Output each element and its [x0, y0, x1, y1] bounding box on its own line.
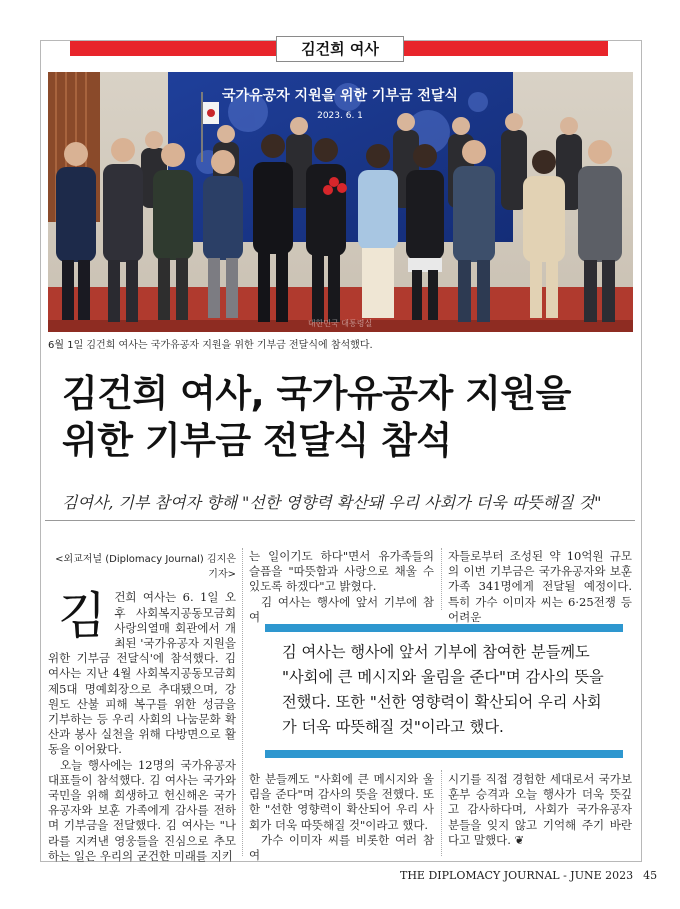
paragraph-text: 시기를 직접 경험한 세대로서 국가보훈부 승격과 오늘 행사가 더욱 뜻깊고 감사하다며, 사회가 국가유공자 분들을 잊지 않고 기억해 주기 바란다고 말했다. — [448, 772, 632, 847]
article-column-3-top — [448, 549, 632, 624]
paragraph: 건희 여사는 6. 1일 오후 사회복지공동모금회 사랑의열매 회관에서 개최된 '국가유공자 지원을 위한 기부금 전달식'에 참석했다. 김 여사는 지난 4월 사회복지공동모금회 제5대 명예회장으로 추대됐으며, 강원도 산불 피해 복구를 위한 성금을 기부하는 등 우리 사회의 나눔문화 확산과 봉사 실천을 위해 다방면으로 활동을 이어왔다. — [48, 590, 236, 757]
pullquote-bottom-bar — [265, 750, 623, 758]
article-column-3-bottom — [448, 772, 632, 856]
byline: <외교저널 (Diplomacy Journal) 김지은 기자> — [55, 554, 236, 581]
photo-caption: 6월 1일 김건희 여사는 국가유공자 지원을 위한 기부금 전달식에 참석했다. — [48, 340, 373, 351]
journal-name: THE DIPLOMACY JOURNAL - JUNE 2023 — [400, 869, 634, 882]
paragraph: 김 여사는 행사에 앞서 기부에 참여 — [249, 594, 434, 624]
article-column-2-top — [249, 549, 434, 624]
headline-line-1: 김건희 여사, 국가유공자 지원을 — [62, 372, 571, 415]
subhead-rule — [45, 520, 635, 521]
paragraph: 한 분들께도 "사회에 큰 메시지와 울림을 준다"며 감사의 뜻을 전했다. 또한 "선한 영향력이 확산되어 우리 사회가 더욱 따뜻해질 것"이라고 했다. — [249, 772, 434, 832]
pullquote: 김 여사는 행사에 앞서 기부에 참여한 분들께도 "사회에 큰 메시지와 울림을 준다"며 감사의 뜻을 전했다. 또한 "선한 영향력이 확산되어 우리 사회가 더욱 따뜻해질 것"이라고 했다. — [282, 643, 604, 736]
page-number: 45 — [643, 869, 658, 882]
paragraph: 오늘 행사에는 12명의 국가유공자 대표들이 참석했다. 김 여사는 국가와 국민을 위해 희생하고 헌신해온 국가유공자와 보훈 가족에게 감사를 전하며 기부금을 전달했다. 김 여사는 "나라를 지켜낸 영웅들을 진심으로 추모하는 일은 우리의 굳건한 미래를 지키 — [48, 757, 236, 863]
page-footer — [400, 869, 658, 882]
end-mark-icon: ❦ — [514, 832, 525, 847]
subheadline: 김여사, 기부 참여자 향해 "선한 영향력 확산돼 우리 사회가 더욱 따뜻해질 것" — [62, 493, 602, 512]
paragraph: 가수 이미자 씨를 비롯한 여러 참여 — [249, 832, 434, 863]
column-separator — [242, 548, 243, 856]
article-column-1 — [48, 552, 236, 863]
banner-title: 국가유공자 지원을 위한 기부금 전달식 — [222, 88, 458, 104]
event-photo-illustration — [48, 72, 633, 332]
drop-cap: 김 — [58, 587, 107, 646]
paragraph — [448, 772, 632, 848]
headline — [62, 370, 632, 464]
event-photo — [48, 72, 633, 332]
headline-line-2: 위한 기부금 전달식 참석 — [62, 419, 452, 462]
paragraph: 는 일이기도 하다"면서 유가족들의 슬픔을 "따뜻함과 사랑으로 채울 수 있도록 하겠다"고 밝혔다. — [249, 549, 434, 594]
section-label: 김건희 여사 — [276, 36, 404, 62]
photo-watermark: 대한민국 대통령실 — [307, 319, 373, 328]
paragraph: 자들로부터 조성된 약 10억원 규모의 이번 기부금은 국가유공자와 보훈 가족 341명에게 전달될 예정이다. 특히 가수 이미자 씨는 6·25전쟁 등 어려운 — [448, 549, 632, 624]
article-column-2-bottom — [249, 772, 434, 863]
column-separator — [441, 548, 442, 610]
banner-date: 2023. 6. 1 — [317, 111, 363, 121]
column-separator — [441, 770, 442, 856]
pullquote-top-bar — [265, 624, 623, 632]
